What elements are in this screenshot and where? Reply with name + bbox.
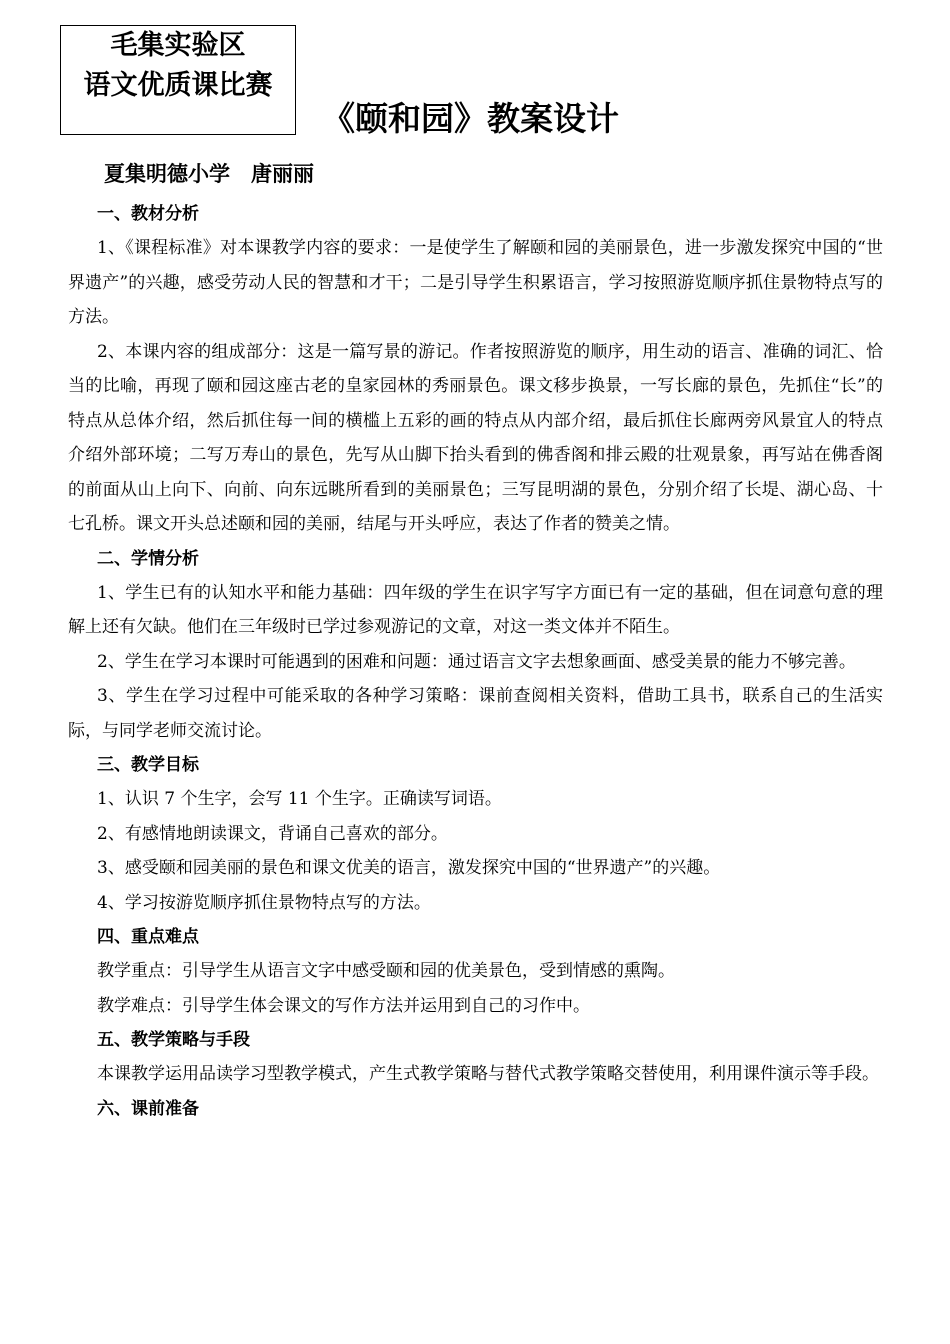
section-heading-key-points: 四、重点难点 (97, 927, 199, 947)
section-heading-strategy: 五、教学策略与手段 (97, 1030, 250, 1050)
paragraph: 3、学生在学习过程中可能采取的各种学习策略：课前查阅相关资料，借助工具书，联系自己的生活实际，与同学老师交流讨论。 (68, 686, 883, 741)
section-heading-objectives: 三、教学目标 (97, 755, 199, 775)
section-heading-teaching-material: 一、教材分析 (97, 204, 199, 224)
paragraph: 3、感受颐和园美丽的景色和课文优美的语言，激发探究中国的“世界遗产”的兴趣。 (97, 858, 721, 878)
paragraph: 2、有感情地朗读课文，背诵自己喜欢的部分。 (97, 823, 448, 844)
competition-label-box (60, 25, 296, 135)
paragraph: 教学难点：引导学生体会课文的写作方法并运用到自己的习作中。 (97, 995, 590, 1016)
paragraph: 教学重点：引导学生从语言文字中感受颐和园的优美景色，受到情感的熏陶。 (97, 961, 675, 981)
paragraph: 2、学生在学习本课时可能遇到的困难和问题：通过语言文字去想象画面、感受美景的能力不够完善。 (97, 651, 856, 672)
section-heading-student-analysis: 二、学情分析 (97, 548, 199, 569)
paragraph: 1、学生已有的认知水平和能力基础：四年级的学生在识字写字方面已有一定的基础，但在词意句意的理解上还有欠缺。他们在三年级时已学过参观游记的文章，对这一类文体并不陌生。 (68, 582, 883, 637)
paragraph: 本课教学运用品读学习型教学模式，产生式教学策略与替代式教学策略交替使用，利用课件演示等手段。 (97, 1064, 879, 1084)
paragraph: 1、认识 7 个生字，会写 11 个生字。正确读写词语。 (97, 789, 502, 809)
paragraph: 1、《课程标准》对本课教学内容的要求：一是使学生了解颐和园的美丽景色，进一步激发探究中国的“世界遗产”的兴趣，感受劳动人民的智慧和才干；二是引导学生积累语言，学习按照游览顺序抓住景物特点写的方法。 (68, 238, 883, 327)
paragraph: 4、学习按游览顺序抓住景物特点写的方法。 (97, 892, 431, 913)
section-heading-preparation: 六、课前准备 (97, 1098, 199, 1119)
document-body (68, 197, 883, 1126)
competition-label-line2: 语文优质课比赛 (83, 70, 273, 101)
competition-label-line1: 毛集实验区 (110, 30, 246, 61)
document-title: 《颐和园》教案设计 (322, 99, 619, 138)
paragraph: 2、本课内容的组成部分：这是一篇写景的游记。作者按照游览的顺序，用生动的语言、准确的词汇、恰当的比喻，再现了颐和园这座古老的皇家园林的秀丽景色。课文移步换景，一写长廊的景色，先抓住“长”的特点从总体介绍，然后抓住每一间的横槛上五彩的画的特点从内部介绍，最后抓住长廊两旁风景宜人的特点介绍外部环境；二写万寿山的景色，先写从山脚下抬头看到的佛香阁和排云殿的壮观景象，再写站在佛香阁的前面从山上向下、向前、向东远眺所看到的美丽景色；三写昆明湖的景色，分别介绍了长堤、湖心岛、十七孔桥。课文开头总述颐和园的美丽，结尾与开头呼应，表达了作者的赞美之情。 (68, 341, 883, 534)
author-line: 夏集明德小学 唐丽丽 (104, 162, 314, 186)
